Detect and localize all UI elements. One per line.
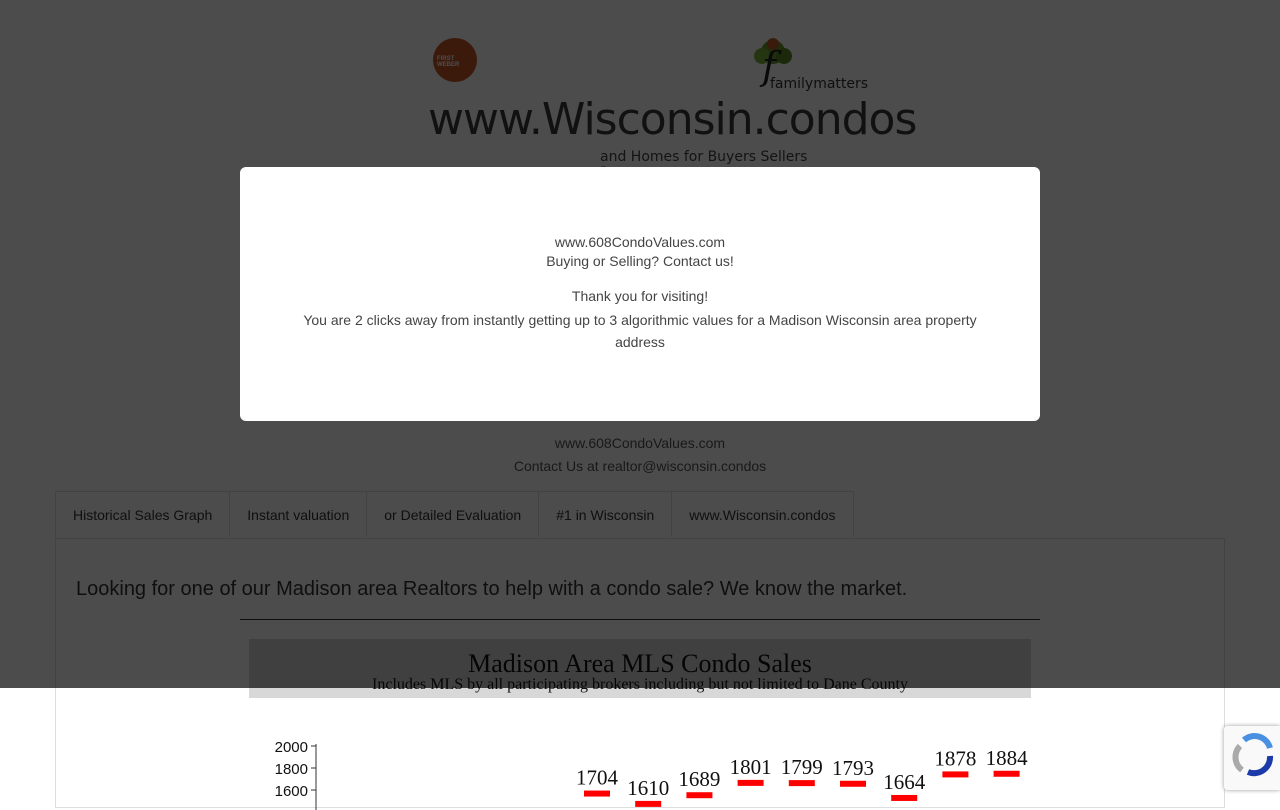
recaptcha-badge[interactable] [1224,726,1280,790]
data-label: 1689 [678,767,721,792]
y-tick-label: 1600 [274,783,308,800]
sales-chart [260,730,1060,810]
data-marker [789,780,815,786]
y-tick-label: 2000 [274,739,308,756]
data-marker [994,771,1020,777]
data-marker [584,791,610,797]
modal-site[interactable]: www.608CondoValues.com [554,234,726,250]
data-label: 1704 [576,765,618,790]
data-marker [635,801,661,807]
data-marker [738,780,764,786]
modal-message: You are 2 clicks away from instantly getting up to 3 algorithmic values for a Madison Wisconsin area property address [303,312,977,350]
data-label: 1801 [729,754,772,779]
data-marker [686,792,712,798]
y-tick-label: 1800 [274,761,308,778]
modal-contact-prompt: Buying or Selling? Contact us! [546,253,734,269]
data-marker [840,781,866,787]
recaptcha-icon [1224,726,1280,790]
modal-thanks: Thank you for visiting! [571,288,709,304]
welcome-modal [240,167,1040,421]
data-label: 1878 [934,746,977,771]
data-label: 1799 [780,755,823,780]
data-marker [891,795,917,801]
data-label: 1793 [832,755,874,780]
data-label: 1664 [883,769,926,794]
data-marker [942,771,968,777]
data-label: 1884 [985,745,1028,770]
data-label: 1610 [627,775,670,800]
